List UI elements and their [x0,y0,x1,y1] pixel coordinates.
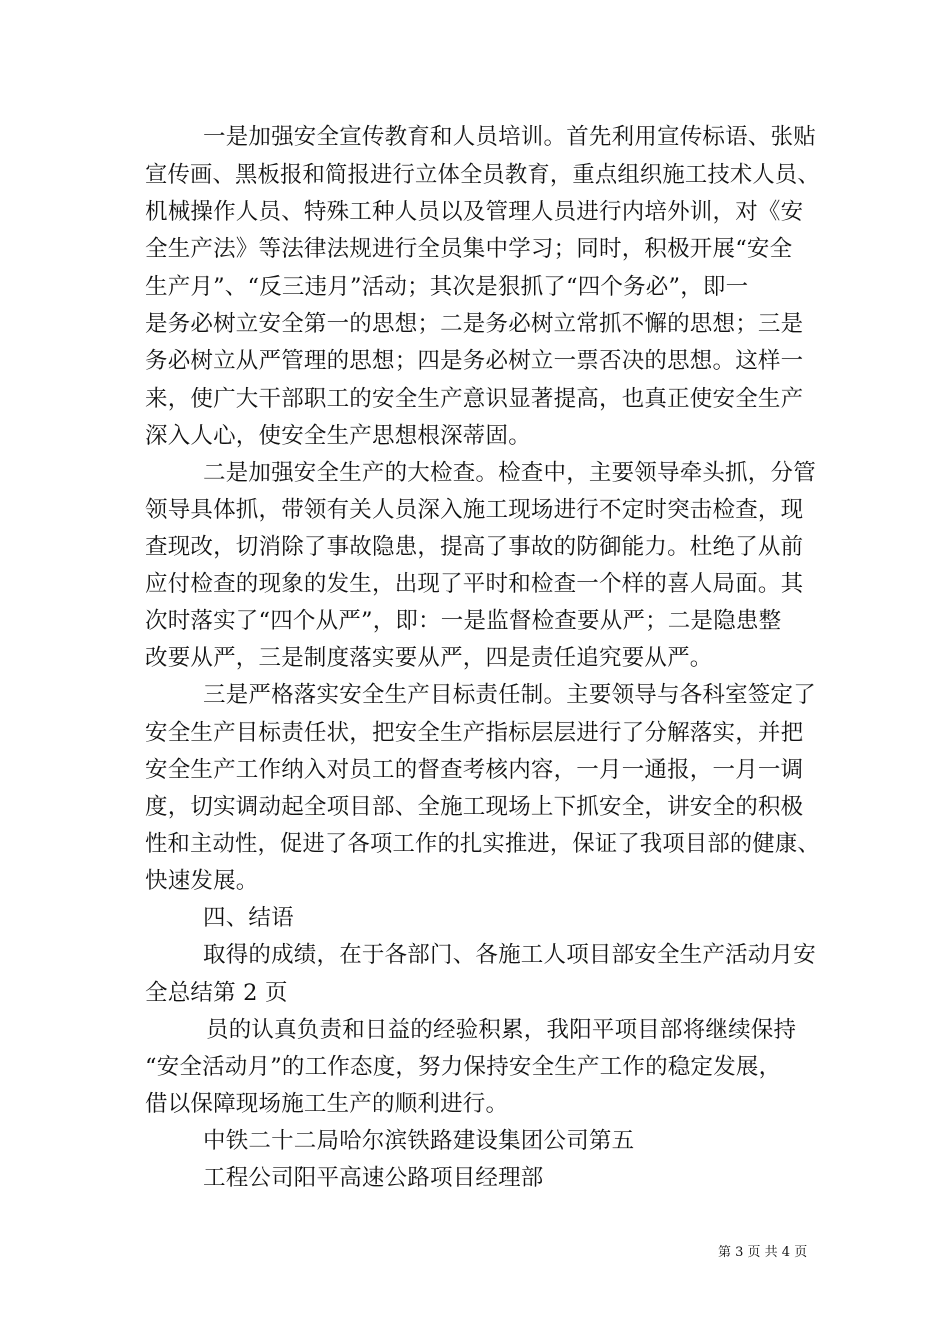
body-line: 安全生产目标责任状，把安全生产指标层层进行了分解落实，并把 [145,720,804,746]
page-number: 第 3 页 共 4 页 [718,1245,808,1260]
body-line: 全生产法》等法律法规进行全员集中学习；同时，积极开展“安全 [145,236,793,262]
body-line: 是务必树立安全第一的思想；二是务必树立常抓不懈的思想；三是 [145,311,804,337]
body-line: 一是加强安全宣传教育和人员培训。首先利用宣传标语、张贴 [203,124,816,150]
body-line: 员的认真负责和日益的经验积累，我阳平项目部将继续保持 [206,1017,797,1043]
body-line: 深入人心，使安全生产思想根深蒂固。 [145,423,531,449]
body-line: 应付检查的现象的发生，出现了平时和检查一个样的喜人局面。其 [145,571,804,597]
signature-line: 工程公司阳平高速公路项目经理部 [203,1165,544,1191]
body-line: 安全生产工作纳入对员工的督查考核内容，一月一通报，一月一调 [145,757,804,783]
body-line: “安全活动月”的工作态度，努力保持安全生产工作的稳定发展， [145,1054,782,1080]
body-line: 二是加强安全生产的大检查。检查中，主要领导牵头抓，分管 [203,460,816,486]
body-line: 务必树立从严管理的思想；四是务必树立一票否决的思想。这样一 [145,348,804,374]
body-line: 取得的成绩，在于各部门、各施工人项目部安全生产活动月安 [203,942,816,968]
body-line: 宣传画、黑板报和简报进行立体全员教育，重点组织施工技术人员、 [145,162,820,188]
body-line: 全总结第 2 页 [145,980,288,1006]
body-line: 生产月”、“反三违月”活动；其次是狠抓了“四个务必”，即一 [145,274,749,300]
body-line: 改要从严，三是制度落实要从严，四是责任追究要从严。 [145,645,713,671]
body-line: 度，切实调动起全项目部、全施工现场上下抓安全，讲安全的积极 [145,794,804,820]
body-line: 三是严格落实安全生产目标责任制。主要领导与各科室签定了 [203,682,816,708]
body-line: 查现改，切消除了事故隐患，提高了事故的防御能力。杜绝了从前 [145,534,804,560]
body-line: 来，使广大干部职工的安全生产意识显著提高，也真正使安全生产 [145,386,804,412]
body-line: 机械操作人员、特殊工种人员以及管理人员进行内培外训，对《安 [145,199,804,225]
body-line: 性和主动性，促进了各项工作的扎实推进，保证了我项目部的健康、 [145,831,820,857]
signature-line: 中铁二十二局哈尔滨铁路建设集团公司第五 [203,1128,635,1154]
body-line: 次时落实了“四个从严”，即：一是监督检查要从严；二是隐患整 [145,608,782,634]
section-heading: 四、结语 [203,905,294,931]
body-line: 快速发展。 [145,868,259,894]
body-line: 借以保障现场施工生产的顺利进行。 [145,1091,509,1117]
body-line: 领导具体抓，带领有关人员深入施工现场进行不定时突击检查，现 [145,497,804,523]
